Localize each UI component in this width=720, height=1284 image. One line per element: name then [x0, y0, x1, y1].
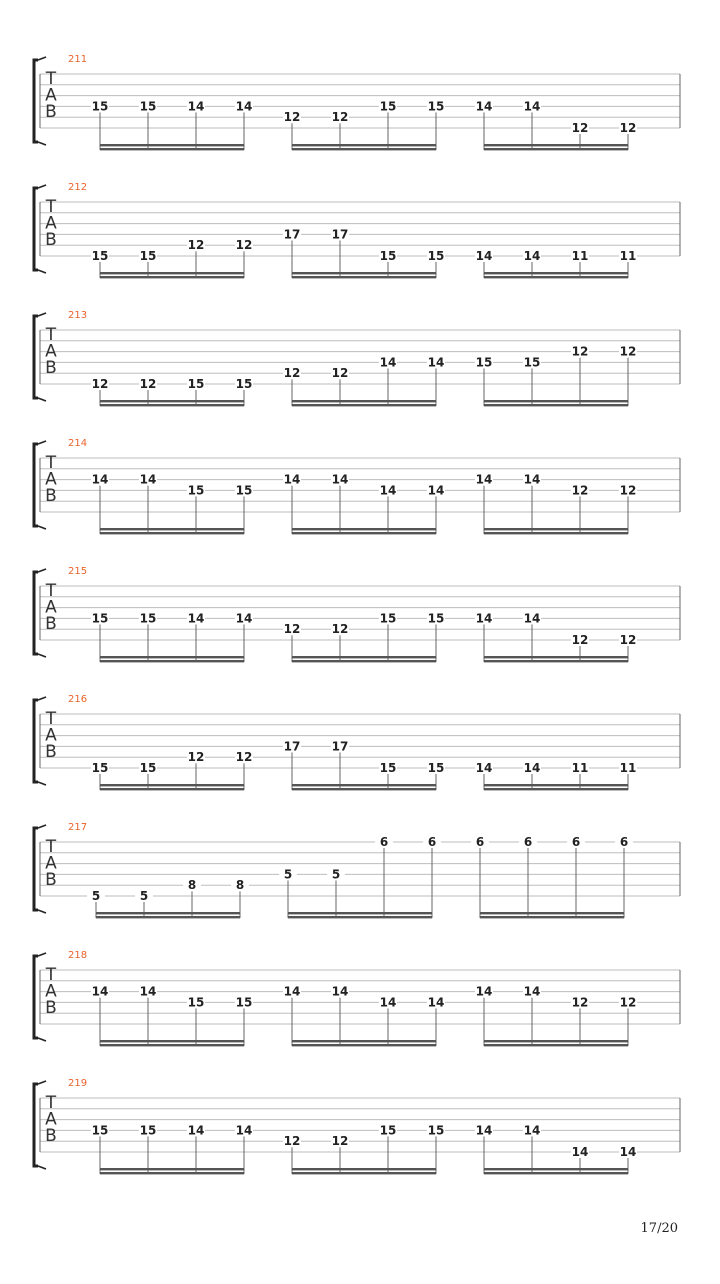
fret-number: 12	[619, 121, 637, 135]
bracket-bottom-hook	[38, 270, 46, 273]
fret-number: 12	[283, 1134, 301, 1149]
fret-number: 15	[187, 995, 205, 1010]
fret-number: 12	[331, 622, 349, 637]
tab-clef-letter: T	[45, 197, 57, 217]
staff-system	[34, 950, 680, 1046]
fret-number: 12	[571, 995, 589, 1010]
bracket-top-hook	[38, 441, 46, 444]
beam	[292, 400, 436, 402]
tab-clef-letter: T	[45, 581, 57, 601]
fret-number: 14	[379, 995, 397, 1010]
bracket-top-hook	[38, 953, 46, 956]
beam	[100, 788, 244, 790]
system-bracket	[34, 700, 38, 782]
beam	[292, 1168, 436, 1170]
tab-clef-letter: A	[45, 597, 57, 618]
system-bracket	[34, 1084, 38, 1166]
tab-clef-letter: B	[45, 1126, 57, 1146]
beam	[484, 276, 628, 278]
beam	[100, 784, 244, 786]
tab-clef-letter: A	[45, 341, 57, 362]
fret-number: 15	[427, 761, 445, 775]
tab-clef-letter: T	[45, 965, 57, 985]
fret-number: 14	[235, 1123, 253, 1138]
beam	[288, 912, 432, 914]
fret-number: 17	[283, 739, 301, 754]
fret-number: 12	[331, 366, 349, 381]
tab-clef-letter: T	[45, 1093, 57, 1113]
tab-clef-letter: B	[45, 102, 57, 122]
bracket-bottom-hook	[38, 142, 46, 145]
fret-number: 15	[427, 249, 445, 263]
beam	[484, 1172, 628, 1174]
fret-number: 14	[235, 611, 253, 626]
beam	[100, 1040, 244, 1042]
tab-clef-letter: A	[45, 85, 57, 106]
fret-number: 15	[139, 611, 157, 626]
beam	[484, 788, 628, 790]
fret-number: 15	[187, 483, 205, 498]
fret-number: 17	[331, 227, 349, 242]
fret-number: 14	[379, 483, 397, 498]
fret-number: 15	[187, 377, 205, 391]
fret-number: 11	[571, 249, 589, 263]
fret-number: 14	[427, 483, 445, 498]
fret-number: 14	[475, 611, 493, 626]
staff-system	[34, 822, 680, 918]
fret-number: 5	[283, 867, 293, 882]
beam	[292, 528, 436, 530]
fret-number: 8	[235, 878, 245, 893]
system-bracket	[34, 316, 38, 398]
staff-system	[34, 54, 680, 150]
fret-number: 15	[91, 611, 109, 626]
fret-number: 14	[475, 1123, 493, 1138]
beam	[480, 916, 624, 918]
fret-number: 14	[475, 99, 493, 114]
measure-number: 216	[68, 694, 88, 705]
fret-number: 11	[619, 761, 637, 775]
beam	[484, 272, 628, 274]
tab-clef-letter: T	[45, 69, 57, 89]
fret-number: 14	[91, 984, 109, 999]
beam	[100, 1168, 244, 1170]
fret-number: 14	[331, 984, 349, 999]
beam	[292, 656, 436, 658]
fret-number: 12	[235, 750, 253, 765]
measure-number: 215	[68, 566, 88, 577]
measure-number: 214	[68, 438, 88, 449]
fret-number: 5	[331, 867, 341, 882]
staff-system	[34, 1078, 680, 1174]
beam	[292, 1040, 436, 1042]
fret-number: 12	[235, 238, 253, 253]
fret-number: 15	[235, 483, 253, 498]
fret-number: 12	[619, 633, 637, 647]
beam	[292, 784, 436, 786]
staff-system	[34, 566, 680, 662]
tab-clef-letter: A	[45, 853, 57, 874]
fret-number: 14	[91, 472, 109, 487]
system-bracket	[34, 188, 38, 270]
fret-number: 15	[139, 249, 157, 263]
fret-number: 14	[523, 1123, 541, 1138]
bracket-bottom-hook	[38, 910, 46, 913]
bracket-top-hook	[38, 313, 46, 316]
staff-system	[34, 310, 680, 406]
beam	[100, 528, 244, 530]
beam	[100, 272, 244, 274]
fret-number: 12	[571, 483, 589, 498]
staff-system	[34, 438, 680, 534]
fret-number: 14	[235, 99, 253, 114]
system-bracket	[34, 444, 38, 526]
fret-number: 15	[379, 249, 397, 263]
staff-system	[34, 182, 680, 278]
tab-clef-letter: B	[45, 614, 57, 634]
beam	[288, 916, 432, 918]
fret-number: 17	[283, 227, 301, 242]
fret-number: 14	[331, 472, 349, 487]
fret-number: 15	[379, 761, 397, 775]
fret-number: 12	[571, 344, 589, 359]
beam	[96, 912, 240, 914]
beam	[292, 660, 436, 662]
fret-number: 15	[475, 355, 493, 370]
fret-number: 14	[187, 1123, 205, 1138]
fret-number: 12	[619, 483, 637, 498]
system-bracket	[34, 60, 38, 142]
bracket-top-hook	[38, 569, 46, 572]
fret-number: 15	[379, 1123, 397, 1138]
fret-number: 15	[139, 1123, 157, 1138]
system-bracket	[34, 828, 38, 910]
fret-number: 14	[139, 984, 157, 999]
fret-number: 14	[523, 472, 541, 487]
fret-number: 14	[475, 761, 493, 775]
bracket-bottom-hook	[38, 1038, 46, 1041]
fret-number: 12	[331, 110, 349, 125]
beam	[292, 148, 436, 150]
fret-number: 6	[475, 835, 485, 849]
beam	[292, 1172, 436, 1174]
fret-number: 12	[139, 377, 157, 391]
fret-number: 12	[283, 622, 301, 637]
fret-number: 12	[619, 995, 637, 1010]
fret-number: 6	[523, 835, 533, 849]
beam	[292, 276, 436, 278]
tab-clef-letter: B	[45, 230, 57, 250]
bracket-top-hook	[38, 825, 46, 828]
system-bracket	[34, 956, 38, 1038]
beam	[100, 404, 244, 406]
tab-clef-letter: T	[45, 837, 57, 857]
fret-number: 14	[619, 1145, 637, 1159]
fret-number: 15	[379, 611, 397, 626]
bracket-top-hook	[38, 697, 46, 700]
fret-number: 14	[571, 1145, 589, 1159]
beam	[292, 272, 436, 274]
fret-number: 14	[139, 472, 157, 487]
tab-clef-letter: A	[45, 725, 57, 746]
fret-number: 14	[283, 472, 301, 487]
fret-number: 14	[475, 984, 493, 999]
bracket-top-hook	[38, 57, 46, 60]
fret-number: 12	[619, 344, 637, 359]
fret-number: 15	[427, 1123, 445, 1138]
bracket-bottom-hook	[38, 782, 46, 785]
fret-number: 6	[379, 835, 389, 849]
beam	[100, 148, 244, 150]
beam	[100, 276, 244, 278]
fret-number: 14	[475, 472, 493, 487]
beam	[484, 400, 628, 402]
fret-number: 15	[91, 99, 109, 114]
beam	[484, 404, 628, 406]
fret-number: 14	[475, 249, 493, 263]
fret-number: 11	[571, 761, 589, 775]
beam	[484, 784, 628, 786]
fret-number: 14	[187, 99, 205, 114]
fret-number: 14	[427, 355, 445, 370]
fret-number: 14	[283, 984, 301, 999]
bracket-top-hook	[38, 185, 46, 188]
fret-number: 11	[619, 249, 637, 263]
fret-number: 12	[571, 121, 589, 135]
beam	[292, 1044, 436, 1046]
beam	[484, 1044, 628, 1046]
beam	[100, 1044, 244, 1046]
fret-number: 14	[523, 984, 541, 999]
beam	[100, 1172, 244, 1174]
tab-clef-letter: T	[45, 453, 57, 473]
measure-number: 217	[68, 822, 88, 833]
fret-number: 15	[139, 761, 157, 775]
beam	[484, 1168, 628, 1170]
measure-number: 213	[68, 310, 88, 321]
beam	[100, 660, 244, 662]
fret-number: 6	[571, 835, 581, 849]
tab-clef-letter: B	[45, 358, 57, 378]
beam	[484, 144, 628, 146]
beam	[484, 148, 628, 150]
bracket-bottom-hook	[38, 1166, 46, 1169]
beam	[484, 1040, 628, 1042]
fret-number: 12	[283, 366, 301, 381]
beam	[484, 656, 628, 658]
beam	[96, 916, 240, 918]
fret-number: 14	[523, 611, 541, 626]
tab-clef-letter: B	[45, 486, 57, 506]
fret-number: 6	[427, 835, 437, 849]
bracket-top-hook	[38, 1081, 46, 1084]
beam	[484, 660, 628, 662]
bracket-bottom-hook	[38, 654, 46, 657]
fret-number: 15	[427, 611, 445, 626]
fret-number: 14	[523, 249, 541, 263]
fret-number: 12	[571, 633, 589, 647]
fret-number: 14	[379, 355, 397, 370]
fret-number: 15	[235, 995, 253, 1010]
measure-number: 219	[68, 1078, 88, 1089]
fret-number: 15	[91, 249, 109, 263]
beam	[100, 400, 244, 402]
beam	[484, 528, 628, 530]
fret-number: 6	[619, 835, 629, 849]
beam	[292, 404, 436, 406]
beam	[100, 532, 244, 534]
tab-clef-letter: T	[45, 709, 57, 729]
staff-system	[34, 694, 680, 790]
fret-number: 15	[235, 377, 253, 391]
beam	[292, 532, 436, 534]
fret-number: 12	[283, 110, 301, 125]
beam	[100, 144, 244, 146]
tab-clef-letter: A	[45, 469, 57, 490]
system-bracket	[34, 572, 38, 654]
beam	[484, 532, 628, 534]
fret-number: 8	[187, 878, 197, 893]
tab-clef-letter: A	[45, 1109, 57, 1130]
beam	[292, 144, 436, 146]
fret-number: 14	[523, 99, 541, 114]
fret-number: 5	[91, 889, 101, 903]
tab-clef-letter: A	[45, 213, 57, 234]
fret-number: 12	[91, 377, 109, 391]
fret-number: 12	[187, 238, 205, 253]
tab-clef-letter: T	[45, 325, 57, 345]
fret-number: 15	[91, 1123, 109, 1138]
tab-clef-letter: B	[45, 742, 57, 762]
fret-number: 14	[523, 761, 541, 775]
fret-number: 15	[523, 355, 541, 370]
bracket-bottom-hook	[38, 398, 46, 401]
fret-number: 12	[187, 750, 205, 765]
tab-clef-letter: B	[45, 870, 57, 890]
fret-number: 15	[379, 99, 397, 114]
tab-clef-letter: A	[45, 981, 57, 1002]
fret-number: 12	[331, 1134, 349, 1149]
fret-number: 5	[139, 889, 149, 903]
fret-number: 14	[427, 995, 445, 1010]
fret-number: 17	[331, 739, 349, 754]
measure-number: 218	[68, 950, 88, 961]
tab-clef-letter: B	[45, 998, 57, 1018]
fret-number: 15	[427, 99, 445, 114]
beam	[292, 788, 436, 790]
fret-number: 15	[91, 761, 109, 775]
beam	[480, 912, 624, 914]
bracket-bottom-hook	[38, 526, 46, 529]
measure-number: 211	[68, 54, 88, 65]
fret-number: 14	[187, 611, 205, 626]
page-number: 17/20	[640, 1221, 678, 1236]
measure-number: 212	[68, 182, 88, 193]
fret-number: 15	[139, 99, 157, 114]
beam	[100, 656, 244, 658]
